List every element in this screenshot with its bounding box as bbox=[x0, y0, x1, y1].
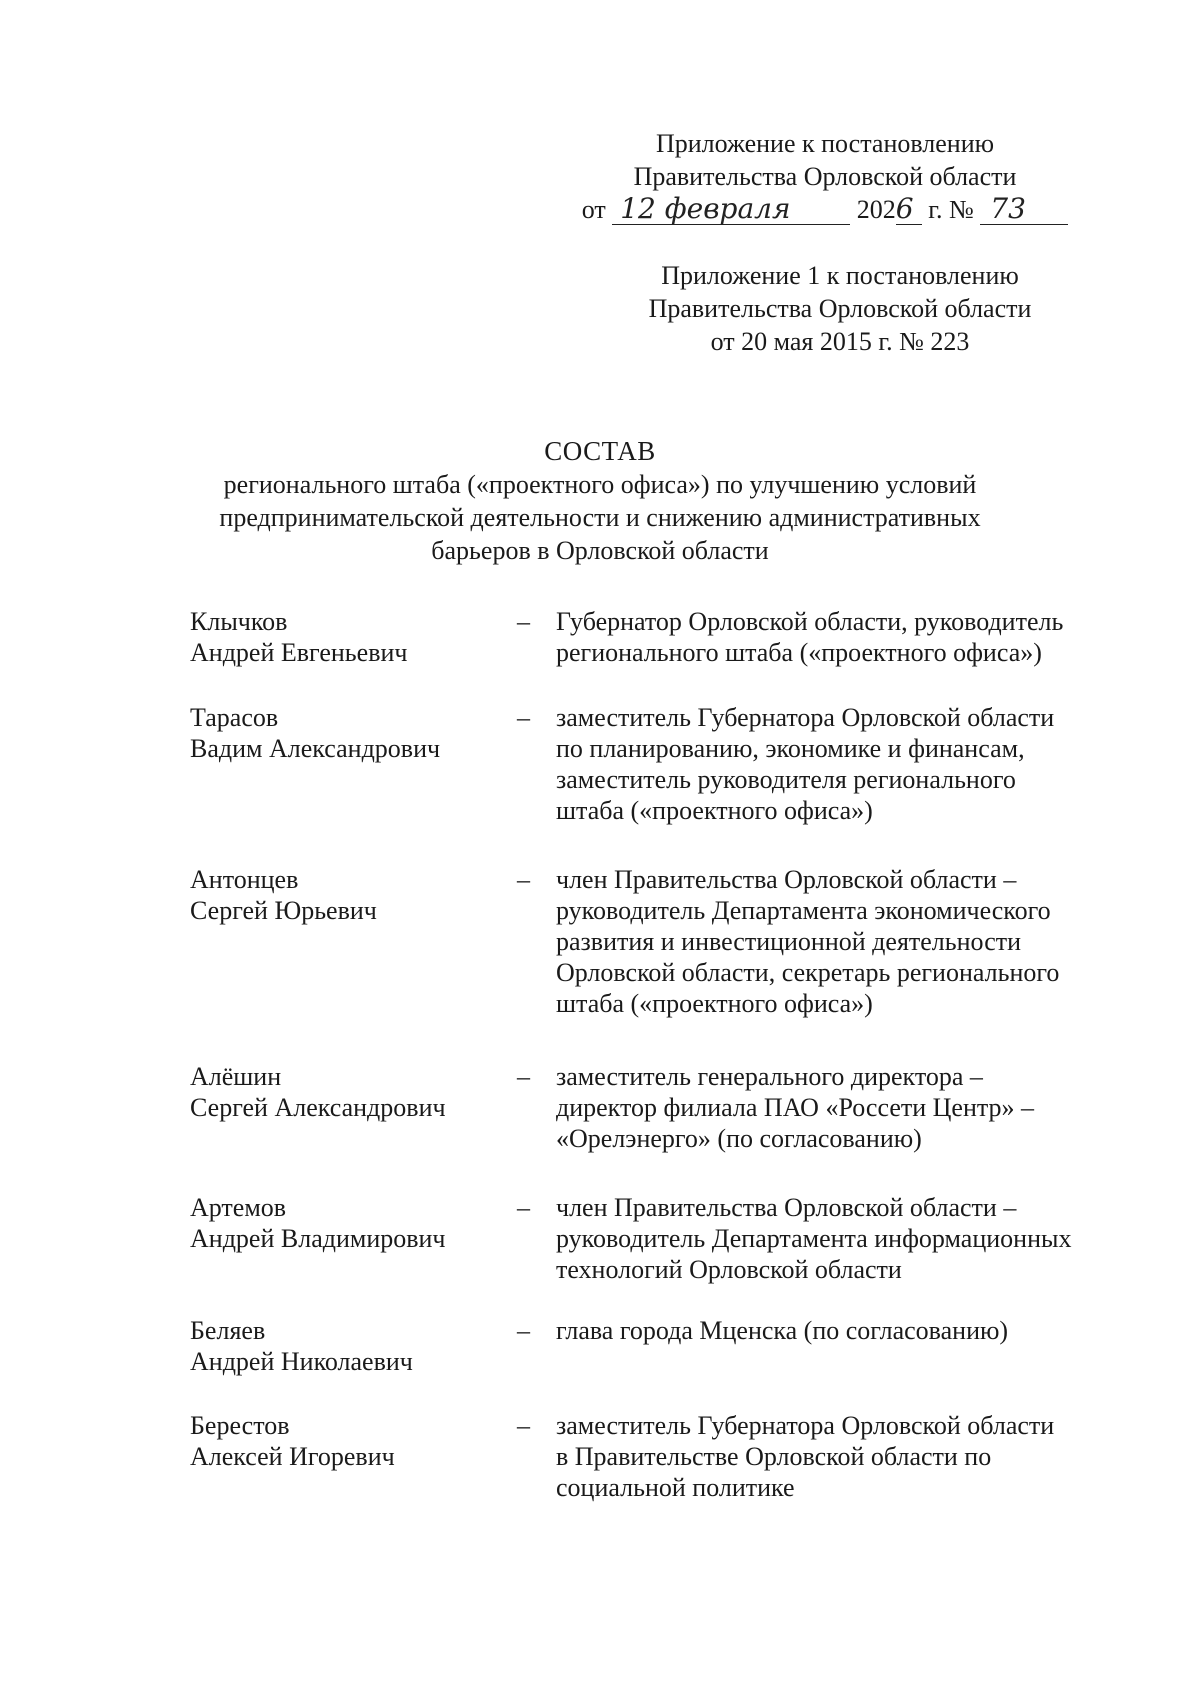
separator-dash: – bbox=[517, 865, 530, 894]
title-line-1: регионального штаба («проектного офиса») по улучшению условий bbox=[223, 470, 977, 499]
role-line: штаба («проектного офиса») bbox=[556, 796, 873, 825]
role-line: заместитель Губернатора Орловской области bbox=[556, 703, 1055, 732]
role-line: заместитель генерального директора – bbox=[556, 1062, 983, 1091]
original-appendix-line-1: Приложение 1 к постановлению bbox=[661, 261, 1019, 290]
member-given-name: Андрей Евгеньевич bbox=[190, 638, 408, 667]
role-line: член Правительства Орловской области – bbox=[556, 1193, 1017, 1222]
member-name bbox=[190, 1315, 490, 1377]
separator-dash: – bbox=[517, 1411, 530, 1440]
separator-dash: – bbox=[517, 703, 530, 732]
member-given-name: Сергей Юрьевич bbox=[190, 896, 377, 925]
member-given-name: Андрей Владимирович bbox=[190, 1224, 446, 1253]
member-role bbox=[556, 606, 1116, 668]
appendix-date-line bbox=[560, 193, 1090, 226]
separator-dash: – bbox=[517, 1316, 530, 1345]
document-title bbox=[150, 435, 1050, 567]
role-line: директор филиала ПАО «Россети Центр» – bbox=[556, 1093, 1035, 1122]
from-prefix: от bbox=[581, 195, 606, 224]
role-line: глава города Мценска (по согласованию) bbox=[556, 1316, 1009, 1345]
member-name bbox=[190, 606, 490, 668]
member-role bbox=[556, 1410, 1116, 1503]
member-given-name: Вадим Александрович bbox=[190, 734, 441, 763]
member-name bbox=[190, 702, 490, 764]
role-line: Губернатор Орловской области, руководитель bbox=[556, 607, 1064, 636]
year-suffix: г. № bbox=[928, 195, 974, 224]
handwritten-number: 73 bbox=[980, 194, 1068, 225]
member-surname: Алёшин bbox=[190, 1062, 282, 1091]
separator-dash: – bbox=[517, 1062, 530, 1091]
member-surname: Артемов bbox=[190, 1193, 287, 1222]
role-line: в Правительстве Орловской области по bbox=[556, 1442, 992, 1471]
member-surname: Антонцев bbox=[190, 865, 299, 894]
member-surname: Берестов bbox=[190, 1411, 290, 1440]
role-line: регионального штаба («проектного офиса») bbox=[556, 638, 1042, 667]
member-name bbox=[190, 1410, 490, 1472]
member-name bbox=[190, 1192, 490, 1254]
role-line: руководитель Департамента информационных bbox=[556, 1224, 1072, 1253]
role-line: член Правительства Орловской области – bbox=[556, 865, 1017, 894]
role-line: Орловской области, секретарь регионального bbox=[556, 958, 1060, 987]
role-line: «Орелэнерго» (по согласованию) bbox=[556, 1124, 922, 1153]
member-role bbox=[556, 702, 1116, 826]
original-appendix-line-3: от 20 мая 2015 г. № 223 bbox=[710, 327, 970, 356]
member-given-name: Сергей Александрович bbox=[190, 1093, 446, 1122]
title-heading: СОСТАВ bbox=[544, 436, 656, 466]
role-line: заместитель руководителя регионального bbox=[556, 765, 1016, 794]
role-line: штаба («проектного офиса») bbox=[556, 989, 873, 1018]
role-line: руководитель Департамента экономического bbox=[556, 896, 1051, 925]
member-surname: Тарасов bbox=[190, 703, 279, 732]
appendix-line-1: Приложение к постановлению bbox=[655, 129, 995, 158]
separator-dash: – bbox=[517, 607, 530, 636]
member-surname: Беляев bbox=[190, 1316, 266, 1345]
role-line: развития и инвестиционной деятельности bbox=[556, 927, 1022, 956]
original-appendix-header bbox=[600, 259, 1080, 358]
role-line: технологий Орловской области bbox=[556, 1255, 902, 1284]
original-appendix-line-2: Правительства Орловской области bbox=[648, 294, 1032, 323]
title-line-3: барьеров в Орловской области bbox=[431, 536, 769, 565]
member-role bbox=[556, 864, 1116, 1019]
role-line: заместитель Губернатора Орловской области bbox=[556, 1411, 1055, 1440]
member-given-name: Андрей Николаевич bbox=[190, 1347, 413, 1376]
member-surname: Клычков bbox=[190, 607, 288, 636]
separator-dash: – bbox=[517, 1193, 530, 1222]
member-name bbox=[190, 1061, 490, 1123]
title-line-2: предпринимательской деятельности и снижению административных bbox=[219, 503, 981, 532]
handwritten-date: 12 февраля bbox=[612, 194, 850, 225]
year-printed: 202 bbox=[856, 195, 896, 224]
member-name bbox=[190, 864, 490, 926]
member-role bbox=[556, 1192, 1116, 1285]
role-line: по планированию, экономике и финансам, bbox=[556, 734, 1025, 763]
member-role bbox=[556, 1315, 1116, 1346]
member-role bbox=[556, 1061, 1116, 1154]
handwritten-year-digit: 6 bbox=[896, 194, 922, 225]
role-line: социальной политике bbox=[556, 1473, 795, 1502]
member-given-name: Алексей Игоревич bbox=[190, 1442, 395, 1471]
current-appendix-header bbox=[560, 127, 1090, 226]
appendix-line-2: Правительства Орловской области bbox=[633, 162, 1017, 191]
